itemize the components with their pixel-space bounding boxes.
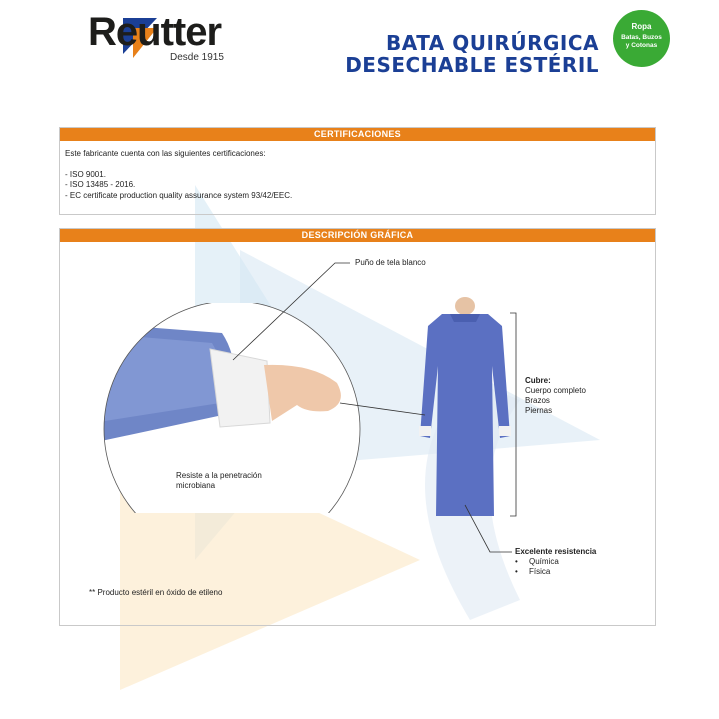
covers-label [525, 376, 586, 416]
certifications-intro: Este fabricante cuenta con las siguientes certificaciones: [65, 149, 266, 158]
resistance-label [515, 547, 596, 577]
resist-label-line-1: Resiste a la penetración [176, 471, 262, 480]
certifications-heading: CERTIFICACIONES [60, 128, 655, 141]
badge-title: Ropa [631, 22, 652, 31]
covers-item: Piernas [525, 406, 553, 415]
covers-item: Cuerpo completo [525, 386, 586, 395]
resistance-item: • Química [515, 557, 559, 566]
cuff-label: Puño de tela blanco [355, 258, 426, 267]
graphic-description-heading: DESCRIPCIÓN GRÁFICA [60, 229, 655, 242]
badge-subtitle: Batas, Buzos y Cotonas [621, 34, 662, 49]
resistance-title: Excelente resistencia [515, 547, 597, 556]
microbial-resistance-label [176, 471, 262, 491]
certification-item: - ISO 13485 - 2016. [65, 180, 136, 189]
title-line-1: BATA QUIRÚRGICA [386, 31, 599, 55]
covers-title: Cubre: [525, 376, 551, 385]
brand-tagline: Desde 1915 [170, 52, 224, 63]
resist-label-line-2: microbiana [176, 481, 216, 490]
brand-name: Reutter [88, 10, 222, 54]
certification-item: - ISO 9001. [65, 169, 106, 179]
resistance-item: • Física [515, 567, 551, 576]
covers-item: Brazos [525, 396, 550, 405]
sterilization-footnote: ** Producto estéril en óxido de etileno [89, 588, 223, 597]
certification-item: - EC certificate production quality assurance system 93/42/EEC. [65, 190, 293, 200]
title-line-2: DESECHABLE ESTÉRIL [345, 53, 599, 77]
